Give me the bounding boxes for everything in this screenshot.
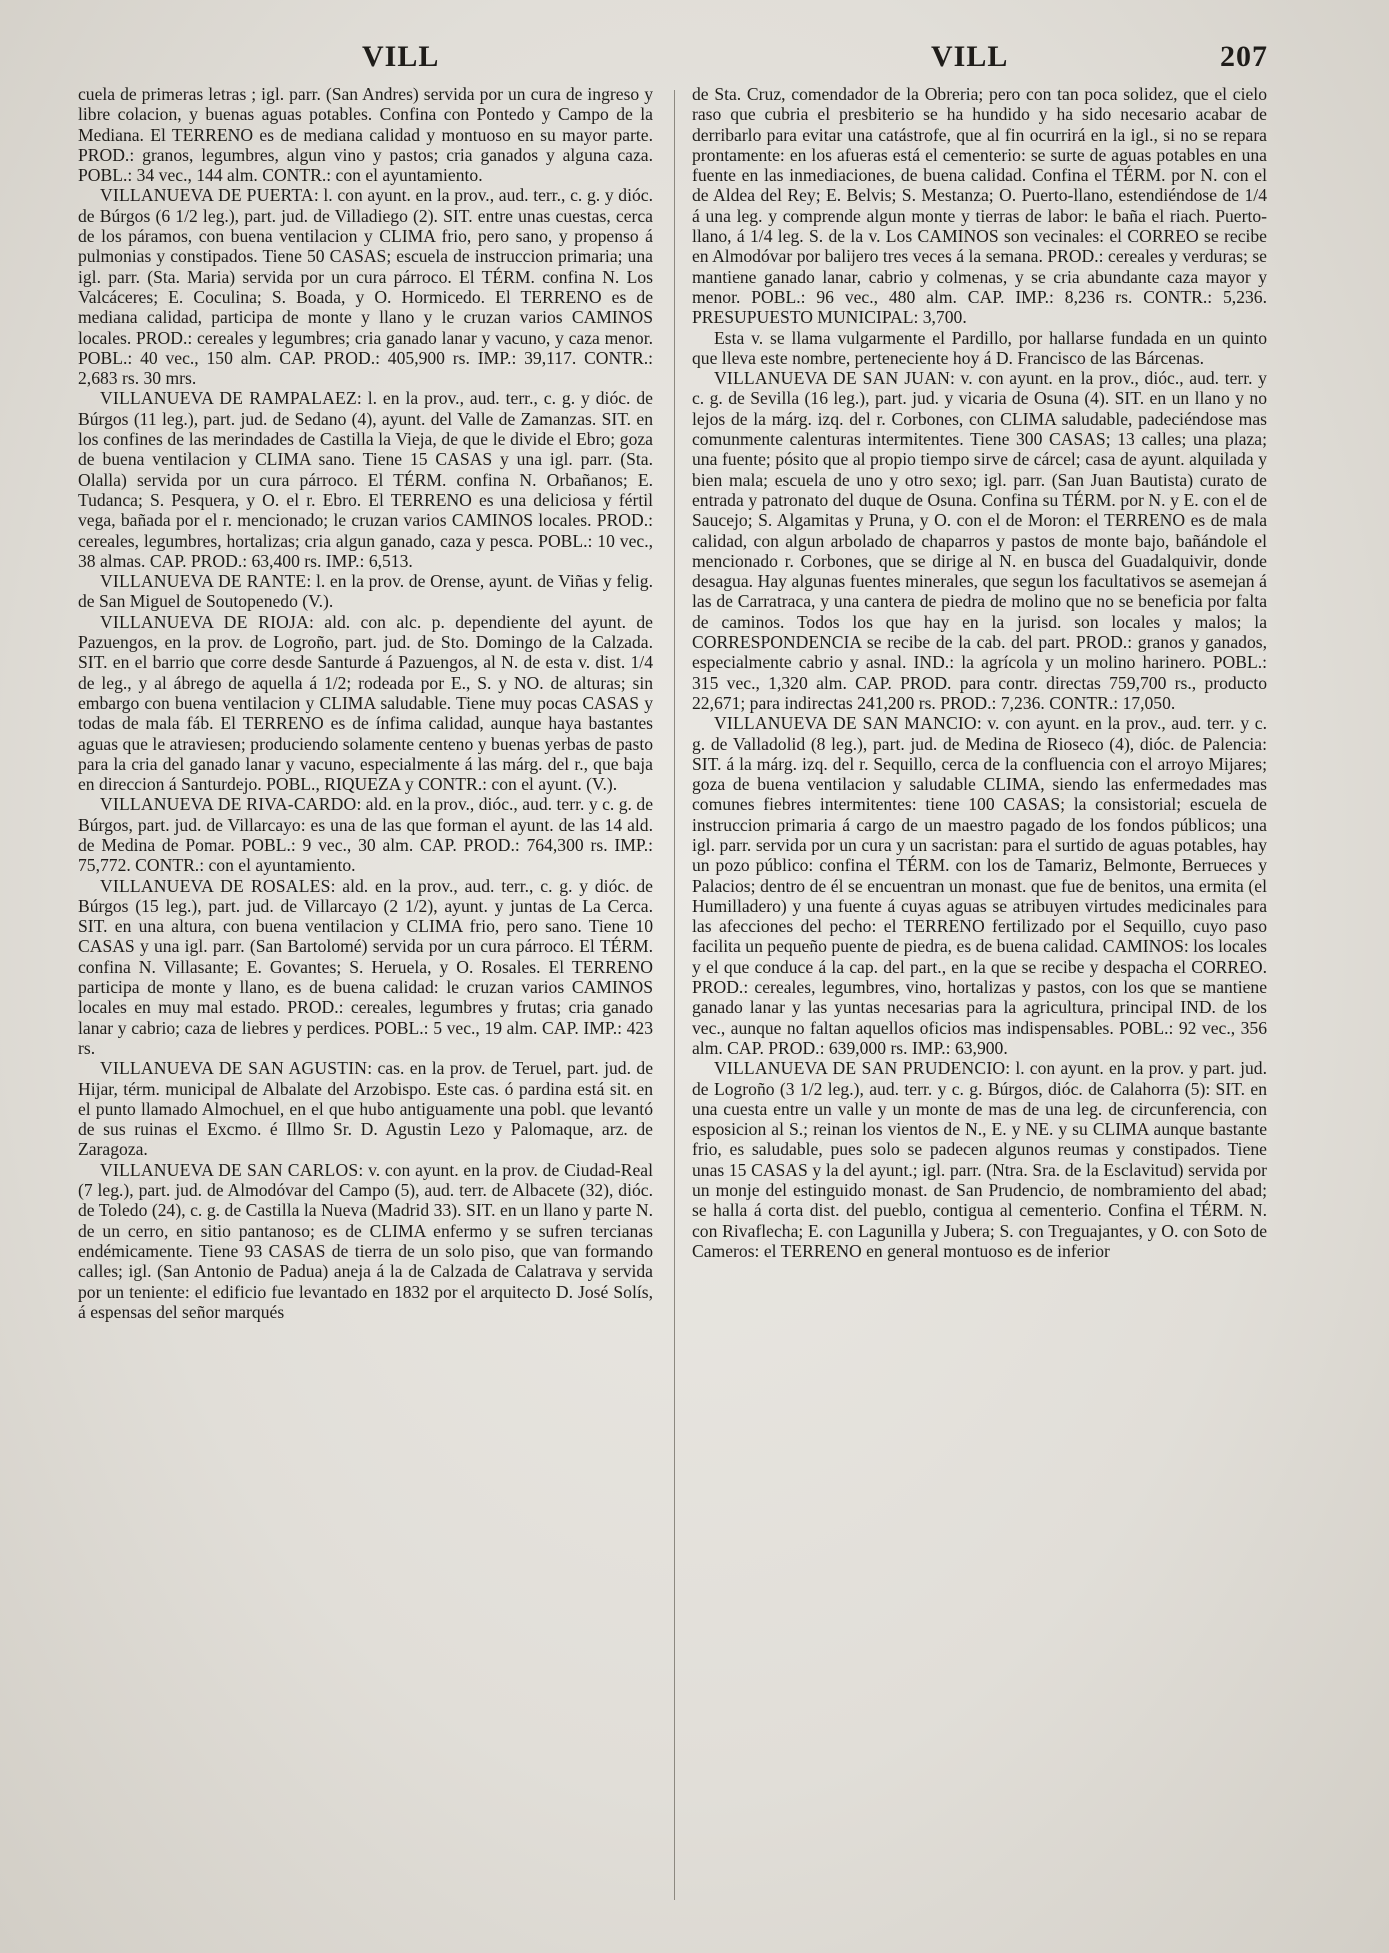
entry-head: VILLANUEVA DE PUERTA: [100, 185, 314, 206]
entry-head: VILLANUEVA DE SAN AGUSTIN: [100, 1058, 368, 1079]
entry-head: VILLANUEVA DE RIVA-CARDO: [100, 794, 357, 815]
entry-text: : v. con ayunt. en la prov., aud. terr. y c. g. de Valladolid (8 leg.), part. jud. de Medina de Rioseco (4), dióc. de Palencia: SIT. á la márg. izq. del r. Sequillo, cerca de la confluencia con el arroyo Mijares; goza de buena ventilacion y saludable CLIMA, siendo las enfermedades mas comunes fiebres intermitentes: tiene 100 CASAS; la consistorial; escuela de instruccion primaria á cargo de un maestro pagado de los fondos públicos; una igl. parr. servida por un cura y un sacristan: para el surtido de aguas potables, hay un pozo público: confina el TÉRM. con los de Tamariz, Belmonte, Berrueces y Palacios; dentro de él se encuentran un monast. que fue de benitos, una ermita (el Humilladero) y una fuente á cuyas aguas se atribuyen virtudes medicinales para las afecciones del pecho: el TERRENO fertilizado por el Sequillo, cuyo paso facilita un pequeño puente de piedra, es de buena calidad. CAMINOS: los locales y el que conduce á la cap. del part., en la que se recibe y despacha el CORREO. PROD.: cereales, legumbres, vino, hortalizas y pastos, con los que se mantiene ganado lanar y las yuntas necesarias para la agricultura, principal IND. de los vec., aunque no faltan aquellos oficios mas indispensables. POBL.: 92 vec., 356 alm. CAP. PROD.: 639,000 rs. IMP.: 63,900.: [692, 713, 1267, 1058]
entry-text: : l. en la prov., aud. terr., c. g. y dióc. de Búrgos (11 leg.), part. jud. de Sedano (4), ayunt. del Valle de Zamanzas. SIT. en los confines de las merindades de Castilla la Vieja, de que le divide el Ebro; goza de buena ventilacion y CLIMA sano. Tiene 15 CASAS y una igl. parr. (Sta. Olalla) servida por un cura párroco. El TÉRM. confina N. Orbañanos; E. Tudanca; S. Pesquera, y O. el r. Ebro. El TERRENO es una deliciosa y fértil vega, bañada por el r. mencionado; le cruzan varios CAMINOS locales. PROD.: cereales, legumbres, hortalizas; cria algun ganado, caza y pesca. POBL.: 10 vec., 38 almas. CAP. PROD.: 63,400 rs. IMP.: 6,513.: [78, 388, 653, 571]
entry-text: : v. con ayunt. en la prov., dióc., aud. terr. y c. g. de Sevilla (16 leg.), part. jud. y vicaria de Osuna (4). SIT. en un llano y no lejos de la márg. izq. del r. Corbones, con CLIMA saludable, padeciéndose mas comunmente calenturas intermitentes. Tiene 300 CASAS; 13 calles; una plaza; una fuente; pósito que al propio tiempo sirve de cárcel; casa de ayunt. alquilada y bien mala; escuela de uno y otro sexo; igl. parr. (San Juan Bautista) curato de entrada y patronato del duque de Osuna. Confina su TÉRM. por N. y E. con el de Saucejo; S. Algamitas y Pruna, y O. con el de Moron: el TERRENO es de mala calidad, con algun arbolado de chaparros y pastos de monte bajo, bañándole el mencionado r. Corbones, que se dirige al N. en busca del Guadalquivir, donde desagua. Hay algunas fuentes minerales, que segun los facultativos se asemejan á las de Carratraca, y una cantera de piedra de molino que no se beneficia por falta de caminos. Todos los que hay en la jurisd. son locales y malos; la CORRESPONDENCIA se recibe de la cab. del part. PROD.: granos y ganados, especialmente cabrio y asnal. IND.: la agrícola y un molino harinero. POBL.: 315 vec., 1,320 alm. CAP. PROD. para contr. directas 759,700 rs., producto 22,671; para indirectas 241,200 rs. PROD.: 7,236. CONTR.: 17,050.: [692, 368, 1267, 713]
entry-text: : l. con ayunt. en la prov., aud. terr., c. g. y dióc. de Búrgos (6 1/2 leg.), part. jud. de Villadiego (2). SIT. entre unas cuestas, cerca de los páramos, con buena ventilacion y CLIMA frio, pero sano, y propenso á pulmonias y constipados. Tiene 50 CASAS; escuela de instruccion primaria; una igl. parr. (Sta. Maria) servida por un cura párroco. El TÉRM. confina N. Los Valcáceres; E. Coculina; S. Boada, y O. Hormicedo. El TERRENO es de mediana calidad, participa de monte y llano y le cruzan varios CAMINOS locales. PROD.: cereales y legumbres; cria ganado lanar y vacuno, y caza menor. POBL.: 40 vec., 150 alm. CAP. PROD.: 405,900 rs. IMP.: 39,117. CONTR.: 2,683 rs. 30 mrs.: [78, 185, 653, 389]
entry-text: : l. con ayunt. en la prov. y part. jud. de Logroño (3 1/2 leg.), aud. terr. y c. g. Búrgos, dióc. de Calahorra (5): SIT. en una cuesta entre un valle y un monte de mas de una leg. de circunferencia, con esposicion al S.; reinan los vientos de N., E. y NE. y su CLIMA aunque bastante frio, es saludable, pues solo se padecen algunos reumas y constipados. Tiene unas 15 CASAS y la del ayunt.; igl. parr. (Ntra. Sra. de la Esclavitud) servida por un monje del estinguido monast. de San Prudencio, de nombramiento del abad; se halla á corta dist. del pueblo, contigua al cementerio. Confina el TÉRM. N. con Rivaflecha; E. con Lagunilla y Jubera; S. con Treguajantes, y O. con Soto de Cameros: el TERRENO en general montuoso es de inferior: [692, 1058, 1267, 1261]
entry-text: cuela de primeras letras ; igl. parr. (San Andres) servida por un cura de ingreso y libre colacion, y buenas aguas potables. Confina con Pontedo y Campo de la Mediana. El TERRENO es de mediana calidad y montuoso en su mayor parte. PROD.: granos, legumbres, algun vino y pastos; cria ganados y alguna caza. POBL.: 34 vec., 144 alm. CONTR.: con el ayuntamiento.: [78, 84, 653, 186]
entry: [692, 713, 1267, 1058]
entry: [692, 84, 1267, 328]
entry-head: VILLANUEVA DE RAMPALAEZ: [100, 388, 357, 409]
entry-text: : ald. en la prov., aud. terr., c. g. y dióc. de Búrgos (15 leg.), part. jud. de Villarcayo (2 1/2), ayunt. y juntas de La Cerca. SIT. en una altura, con buena ventilacion y CLIMA frio, pero sano. Tiene 10 CASAS y una igl. parr. (San Bartolomé) servida por un cura párroco. El TÉRM. confina N. Villasante; E. Govantes; S. Heruela, y O. Rosales. El TERRENO participa de monte y llano, es de buena calidad: le cruzan varios CAMINOS locales en muy mal estado. PROD.: cereales, legumbres y frutas; cria ganado lanar y cabrio; caza de liebres y perdices. POBL.: 5 vec., 19 alm. CAP. IMP.: 423 rs.: [78, 875, 653, 1058]
entry: [692, 1058, 1267, 1261]
entry-text: : ald. con alc. p. dependiente del ayunt. de Pazuengos, en la prov. de Logroño, part. jud. de Sto. Domingo de la Calzada. SIT. en el barrio que corre desde Santurde á Pazuengos, al N. de esta v. dist. 1/4 de leg., y al ábrego de aquella á 1/2; rodeada por E., S. y NO. de alturas; sin embargo con buena ventilacion y CLIMA saludable. Tiene muy pocas CASAS y todas de mala fáb. El TERRENO es de ínfima calidad, aunque haya bastantes aguas que le atraviesen; produciendo solamente centeno y buenas yerbas de pasto para la cria del ganado lanar y vacuno, especialmente á las márg. del r., que baja en direccion á Santurdejo. POBL., RIQUEZA y CONTR.: con el ayunt. (V.).: [78, 611, 653, 795]
right-column: [692, 84, 1267, 1904]
entry: [78, 876, 653, 1059]
entry: [78, 185, 653, 388]
entry: [78, 1160, 653, 1322]
entry-text: de Sta. Cruz, comendador de la Obreria; pero con tan poca solidez, que el cielo raso que cubria el presbiterio se ha hundido y ha sido necesario acabar de derribarlo para evitar una catástrofe, que al fin ocurrirá en la igl., si no se repara prontamente: en los afueras está el cementerio: se surte de aguas potables en una fuente en las inmediaciones, de buena calidad. Confina el TÉRM. por N. con el de Aldea del Rey; E. Belvis; S. Mestanza; O. Puerto-llano, estendiéndose de 1/4 á una leg. y comprende algun monte y tierras de labor: le baña el riach. Puerto-llano, á 1/4 leg. S. de la v. Los CAMINOS son vecinales: el CORREO se recibe en Almodóvar por balijero tres veces á la semana. PROD.: cereales y verduras; se mantiene ganado lanar, cabrio y colmenas, y se cria abundante caza mayor y menor. POBL.: 96 vec., 480 alm. CAP. IMP.: 8,236 rs. CONTR.: 5,236. PRESUPUESTO MUNICIPAL: 3,700.: [692, 84, 1267, 328]
entry-head: VILLANUEVA DE SAN PRUDENCIO: [714, 1058, 1006, 1079]
entry: [78, 612, 653, 795]
entry: [78, 388, 653, 571]
entry-head: VILLANUEVA DE RIOJA: [100, 611, 309, 632]
entry-head: VILLANUEVA DE RANTE: [100, 571, 307, 592]
entry: [78, 1058, 653, 1159]
entry-head: VILLANUEVA DE SAN JUAN: [714, 368, 951, 389]
entry-text: : ald. en la prov., dióc., aud. terr. y c. g. de Búrgos, part. jud. de Villarcayo: es una de las que forman el ayunt. de las 14 ald. de Medina de Pomar. POBL.: 9 vec., 30 alm. CAP. PROD.: 764,300 rs. IMP.: 75,772. CONTR.: con el ayuntamiento.: [78, 794, 653, 876]
entry: [692, 328, 1267, 369]
entry-head: VILLANUEVA DE SAN CARLOS: [100, 1159, 359, 1180]
entry-text: Esta v. se llama vulgarmente el Pardillo, por hallarse fundada en un quinto que lleva este nombre, perteneciente hoy á D. Francisco de las Bárcenas.: [692, 327, 1267, 368]
entry-text: : l. en la prov. de Orense, ayunt. de Viñas y felig. de San Miguel de Soutopenedo (V.).: [78, 571, 653, 612]
entry: [692, 368, 1267, 713]
entry-text: : cas. en la prov. de Teruel, part. jud. de Hijar, térm. municipal de Albalate del Arzobispo. Este cas. ó pardina está sit. en el punto llamado Almochuel, en el que hubo antiguamente una pobl. que levantó de sus ruinas el Excmo. é Illmo Sr. D. Agustin Lezo y Palomaque, arz. de Zaragoza.: [78, 1058, 653, 1160]
page-header: [0, 40, 1389, 76]
right-running-head: VILL: [931, 40, 1009, 73]
left-column: [78, 84, 653, 1904]
entry: [78, 794, 653, 875]
entry: [78, 571, 653, 612]
entry: [78, 84, 653, 185]
entry-text: : v. con ayunt. en la prov. de Ciudad-Real (7 leg.), part. jud. de Almodóvar del Campo (5), aud. terr. de Albacete (32), dióc. de Toledo (24), c. g. de Castilla la Nueva (Madrid 33). SIT. en un llano y parte N. de un cerro, en sitio pantanoso; es de CLIMA enfermo y se sufren tercianas endémicamente. Tiene 93 CASAS de tierra de un solo piso, que van formando calles; igl. (San Antonio de Padua) aneja á la de Calzada de Calatrava y servida por un teniente: el edificio fue levantado en 1832 por el arquitecto D. José Solís, á espensas del señor marqués: [78, 1159, 653, 1322]
entry-head: VILLANUEVA DE SAN MANCIO: [714, 713, 977, 734]
left-running-head: VILL: [362, 40, 440, 73]
column-divider: [674, 90, 675, 1900]
entry-head: VILLANUEVA DE ROSALES: [100, 875, 331, 896]
page-number: 207: [1220, 40, 1268, 73]
